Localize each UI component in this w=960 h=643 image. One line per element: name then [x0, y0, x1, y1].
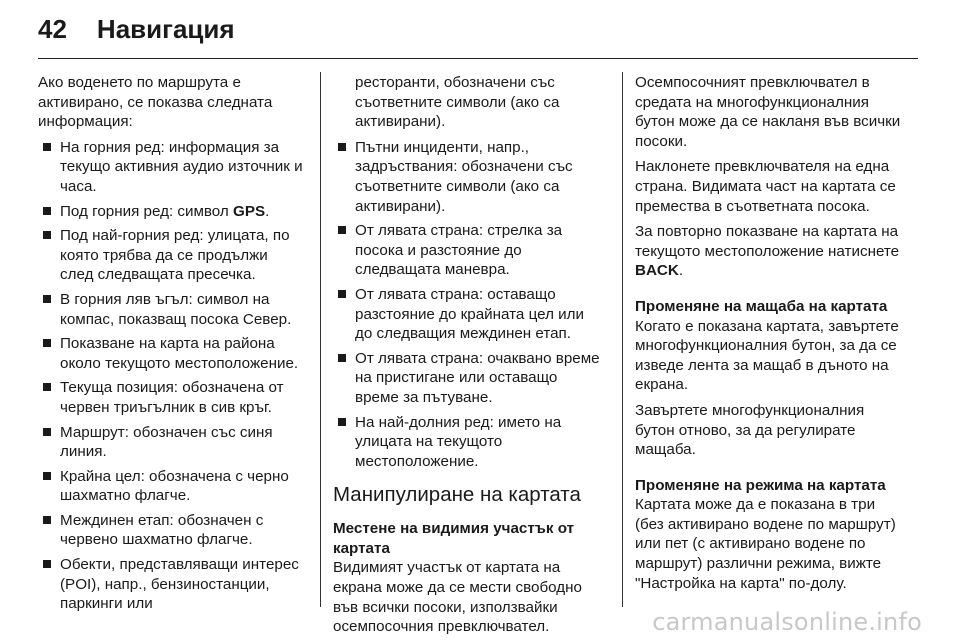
square-bullet-icon	[338, 354, 346, 362]
info-list	[38, 138, 304, 614]
paragraph: Картата може да е показана в три (без активирано водене по маршрут) или пет (с активирано водене по маршрут) различни режима, вижте "Настройка на карта" по-долу.	[635, 496, 896, 592]
page-header	[38, 14, 235, 54]
list-item: От лявата страна: очаквано време на пристигане или оставащо време за пътуване.	[333, 349, 605, 408]
page-number: 42	[38, 14, 67, 44]
square-bullet-icon	[338, 290, 346, 298]
square-bullet-icon	[43, 560, 51, 568]
paragraph: Когато е показана картата, завъртете многофункционалния бутон, за да се изведе лента за мащаб в дъното на екрана.	[635, 317, 899, 394]
subheading-zoom: Променяне на мащаба на картата	[635, 297, 888, 315]
list-item: Крайна цел: обозначена с черно шахматно флагче.	[38, 467, 304, 506]
paragraph: За повторно показване на картата на текущото местоположение натиснете BACK.	[635, 223, 900, 280]
continuation-text: ресторанти, обозначени със съответните символи (ако са активирани).	[355, 74, 560, 131]
intro-paragraph: Ако воденето по маршрута е активирано, се показва следната информация:	[38, 74, 273, 131]
paragraph: Завъртете многофункционалния бутон отново, за да регулирате мащаба.	[635, 401, 865, 459]
list-item: От лявата страна: стрелка за посока и разстояние до следващата маневра.	[333, 221, 605, 280]
list-item: От лявата страна: оставащо разстояние до крайната цел или до следващия междинен етап.	[333, 285, 605, 344]
gps-label: GPS	[233, 202, 266, 220]
column-2	[333, 73, 605, 643]
list-item: В горния ляв ъгъл: символ на компас, показващ посока Север.	[38, 290, 304, 329]
column-1	[38, 73, 304, 619]
body-paragraph: Видимият участък от картата на екрана може да се мести свободно във всички посоки, използвайки осемпосочния превключвател.	[333, 559, 582, 636]
list-item: Междинен етап: обозначен с червено шахматно флагче.	[38, 511, 304, 550]
square-bullet-icon	[43, 516, 51, 524]
watermark: carmanualsonline.info	[652, 608, 922, 636]
column-divider	[622, 72, 623, 607]
header-rule	[38, 58, 918, 59]
subheading: Местене на видимия участък от картата	[333, 520, 575, 557]
list-item: Показване на карта на района около текущото местоположение.	[38, 334, 304, 373]
list-item: Текуща позиция: обозначена от червен триъгълник в сив кръг.	[38, 378, 304, 417]
list-item: Обекти, представляващи интерес (POI), напр., бензиностанции, паркинги или	[38, 555, 304, 614]
square-bullet-icon	[43, 231, 51, 239]
info-list-continued	[333, 138, 605, 472]
list-item: Под горния ред: символ GPS.	[38, 202, 304, 222]
page-title: Навигация	[96, 14, 235, 44]
square-bullet-icon	[43, 295, 51, 303]
square-bullet-icon	[43, 207, 51, 215]
square-bullet-icon	[43, 428, 51, 436]
square-bullet-icon	[338, 418, 346, 426]
section-heading: Манипулиране на картата	[333, 483, 581, 507]
list-item: Маршрут: обозначен със синя линия.	[38, 423, 304, 462]
square-bullet-icon	[43, 383, 51, 391]
square-bullet-icon	[43, 143, 51, 151]
subheading-mode: Променяне на режима на картата	[635, 476, 886, 494]
column-divider	[320, 72, 321, 607]
column-3	[635, 73, 907, 599]
square-bullet-icon	[338, 226, 346, 234]
paragraph: Осемпосочният превключвател в средата на многофункционалния бутон може да се накланя във всички посоки.	[635, 74, 901, 150]
list-item: Пътни инциденти, напр., задръствания: обозначени със съответните символи (ако са активирани).	[333, 138, 605, 216]
list-item: Под най-горния ред: улицата, по която трябва да се продължи след следващата пресечка.	[38, 226, 304, 285]
back-label: BACK	[635, 262, 679, 280]
list-item: На най-долния ред: името на улицата на текущото местоположение.	[333, 413, 605, 472]
square-bullet-icon	[43, 472, 51, 480]
paragraph: Наклонете превключвателя на една страна. Видимата част на картата се премества в съответната посока.	[635, 158, 896, 215]
square-bullet-icon	[43, 339, 51, 347]
list-item: На горния ред: информация за текущо активния аудио източник и часа.	[38, 138, 304, 197]
square-bullet-icon	[338, 143, 346, 151]
